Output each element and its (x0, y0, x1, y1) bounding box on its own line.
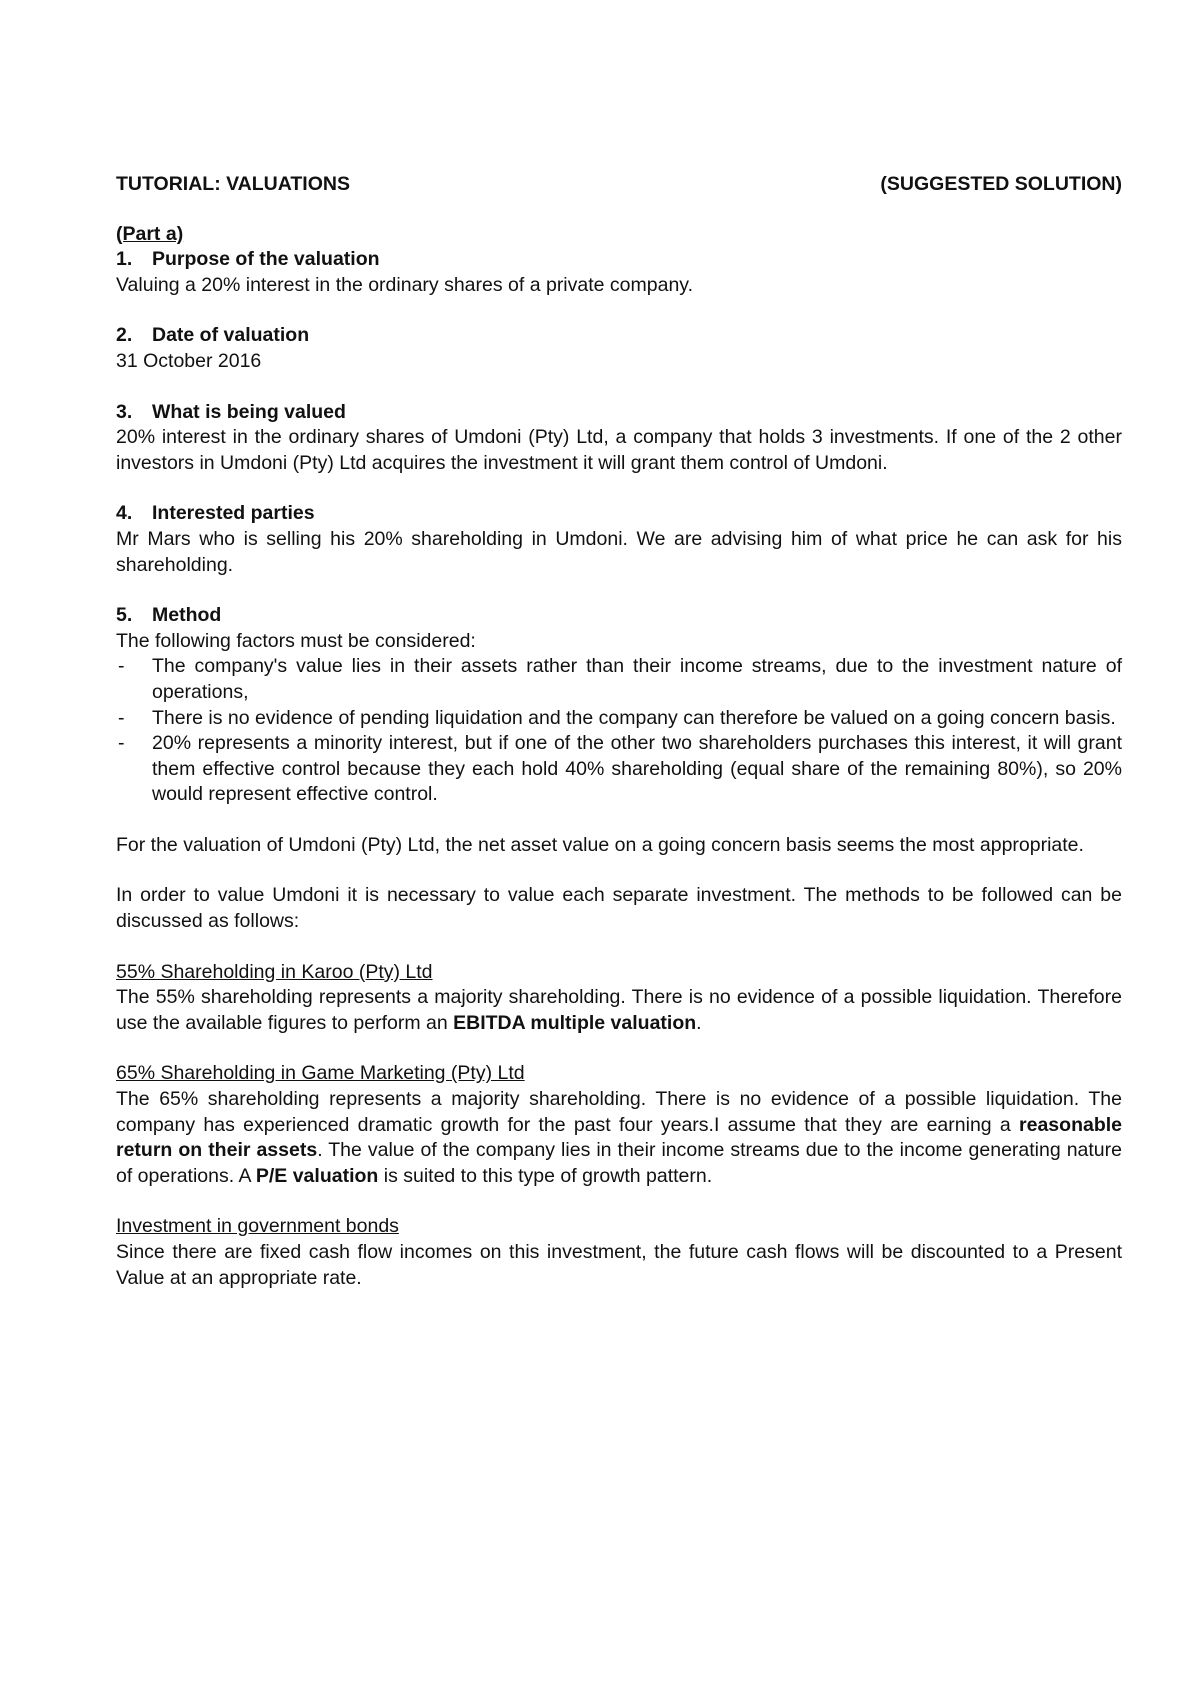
section-body: Valuing a 20% interest in the ordinary shares of a private company. (116, 273, 694, 296)
section-body: Mr Mars who is selling his 20% shareholding in Umdoni. We are advising him of what price he can ask for his shareholding. (116, 527, 1122, 576)
subsection-body: The 65% shareholding represents a majority shareholding. There is no evidence of a possible liquidation. The company has experienced dramatic growth for the past four years.I assume that they are earning a reasonable return on their assets. The value of the company lies in their income streams due to the income generating nature of operations. A P/E valuation is suited to this type of growth pattern. (116, 1088, 1122, 1187)
section-body: 31 October 2016 (116, 349, 262, 372)
section-body: The following factors must be considered: (116, 629, 476, 652)
title-row (116, 172, 1122, 198)
subsection-government-bonds (116, 1214, 1122, 1291)
section-number: 3. (116, 400, 133, 423)
solution-tag: (SUGGESTED SOLUTION) (880, 173, 1122, 195)
emphasis: P/E valuation (255, 1164, 379, 1187)
section-body: 20% interest in the ordinary shares of Umdoni (Pty) Ltd, a company that holds 3 investments. If one of the 2 other investors in Umdoni (Pty) Ltd acquires the investment it will grant them control of Umdoni. (116, 426, 1122, 474)
part-label: (Part a) (116, 222, 184, 245)
section-interested-parties (116, 501, 1122, 578)
section-date (116, 323, 1122, 374)
section-number: 4. (116, 502, 133, 525)
method-list (116, 654, 1122, 808)
subsection-heading: Investment in government bonds (116, 1215, 399, 1238)
emphasis: reasonable return on their assets (116, 1113, 1122, 1162)
section-heading: What is being valued (152, 400, 346, 423)
section-number: 5. (116, 604, 133, 627)
section-what-valued (116, 400, 1122, 477)
section-number: 2. (116, 324, 133, 347)
section-purpose (116, 247, 1122, 298)
section-number: 1. (116, 248, 133, 271)
emphasis: EBITDA multiple valuation (453, 1011, 697, 1034)
section-heading: Interested parties (152, 502, 315, 525)
section-method (116, 603, 1122, 808)
section-heading: Method (152, 604, 222, 627)
paragraph-separate-investments: In order to value Umdoni it is necessary to value each separate investment. The methods to be followed can be discussed as follows: (116, 884, 1122, 933)
subsection-heading: 65% Shareholding in Game Marketing (Pty) Ltd (116, 1062, 525, 1085)
subsection-game-marketing (116, 1061, 1122, 1189)
section-heading: Date of valuation (152, 324, 310, 347)
subsection-body: Since there are fixed cash flow incomes on this investment, the future cash flows will be discounted to a Present Value at an appropriate rate. (116, 1241, 1122, 1289)
list-item: - There is no evidence of pending liquidation and the company can therefore be valued on a going concern basis. (116, 706, 1122, 732)
subsection-karoo (116, 960, 1122, 1037)
list-item: - 20% represents a minority interest, but if one of the other two shareholders purchases this interest, it will grant them effective control because they each hold 40% shareholding (equal share of the remaining 80%), so 20% would represent effective control. (116, 731, 1122, 808)
document-title: TUTORIAL: VALUATIONS (116, 173, 350, 195)
subsection-heading: 55% Shareholding in Karoo (Pty) Ltd (116, 960, 433, 983)
subsection-body: The 55% shareholding represents a majority shareholding. There is no evidence of a possible liquidation. Therefore use the available figures to perform an EBITDA multiple valuation. (116, 986, 1122, 1034)
section-heading: Purpose of the valuation (152, 248, 380, 271)
document-page (116, 172, 1122, 1316)
list-item: - The company's value lies in their assets rather than their income streams, due to the investment nature of operations, (116, 654, 1122, 705)
paragraph-net-asset-value: For the valuation of Umdoni (Pty) Ltd, the net asset value on a going concern basis seems the most appropriate. (116, 833, 1084, 856)
